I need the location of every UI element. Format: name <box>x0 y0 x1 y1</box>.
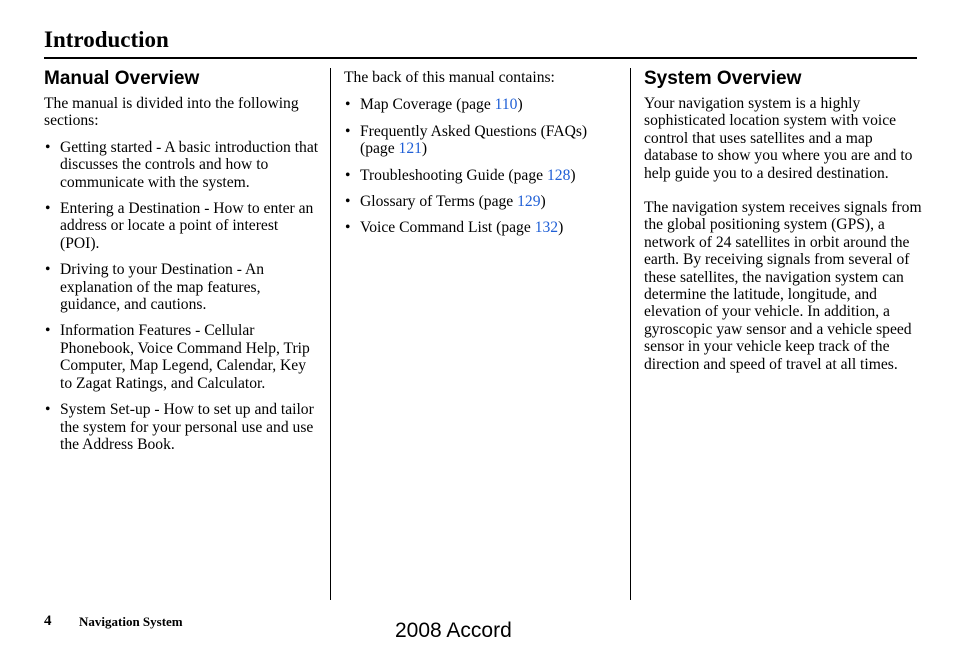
back-of-manual-intro: The back of this manual contains: <box>344 69 555 86</box>
list-item: • Entering a Destination - How to enter an address or locate a point of interest (POI). <box>44 200 320 252</box>
manual-overview-intro: The manual is divided into the following sections: <box>44 95 299 130</box>
page-number: 4 <box>44 613 52 629</box>
watermark: 2008 Accord <box>395 619 512 642</box>
system-overview-heading: System Overview <box>644 68 802 89</box>
column-divider <box>330 68 331 600</box>
manual-overview-heading: Manual Overview <box>44 68 200 89</box>
list-item: • System Set-up - How to set up and tailor the system for your personal use and use the Address Book. <box>44 401 320 453</box>
page-link[interactable]: 132 <box>534 219 559 237</box>
system-overview-column <box>644 68 929 373</box>
list-item: • Troubleshooting Guide (page 128) <box>344 167 624 184</box>
manual-overview-column <box>44 68 320 462</box>
list-item: • Frequently Asked Questions (FAQs) (page 121) <box>344 123 624 158</box>
page-link[interactable]: 110 <box>494 96 518 114</box>
list-item: • Glossary of Terms (page 129) <box>344 193 624 210</box>
page-title: Introduction <box>44 27 169 52</box>
page-link[interactable]: 129 <box>517 193 541 211</box>
list-item: • Getting started - A basic introduction that discusses the controls and how to communicate with the system. <box>44 139 320 191</box>
column-divider <box>630 68 631 600</box>
manual-sections-list <box>44 139 320 454</box>
system-overview-paragraph: The navigation system receives signals from the global positioning system (GPS), a network of 24 satellites in orbit around the earth. By receiving signals from several of these satellites, the navigation system can determine the latitude, longitude, and elevation of your vehicle. In addition, a gyroscopic yaw sensor and a vehicle speed sensor in your vehicle keep track of the direction and speed of travel at all times. <box>644 199 922 373</box>
page-link[interactable]: 128 <box>546 166 571 184</box>
back-of-manual-list <box>344 96 624 236</box>
list-item: • Information Features - Cellular Phonebook, Voice Command Help, Trip Computer, Map Legend, Calendar, Key to Zagat Ratings, and Calculator. <box>44 322 320 392</box>
list-item: • Driving to your Destination - An explanation of the map features, guidance, and cautions. <box>44 261 320 313</box>
list-item: • Map Coverage (page 110) <box>344 96 624 113</box>
back-of-manual-column <box>344 69 624 246</box>
list-item: • Voice Command List (page 132) <box>344 219 624 236</box>
page-link[interactable]: 121 <box>398 140 422 158</box>
system-overview-paragraph: Your navigation system is a highly sophisticated location system with voice control that uses satellites and a map database to show you where you are and to help guide you to a desired destination. <box>644 95 913 182</box>
title-rule <box>44 57 917 59</box>
footer-label: Navigation System <box>79 614 183 629</box>
